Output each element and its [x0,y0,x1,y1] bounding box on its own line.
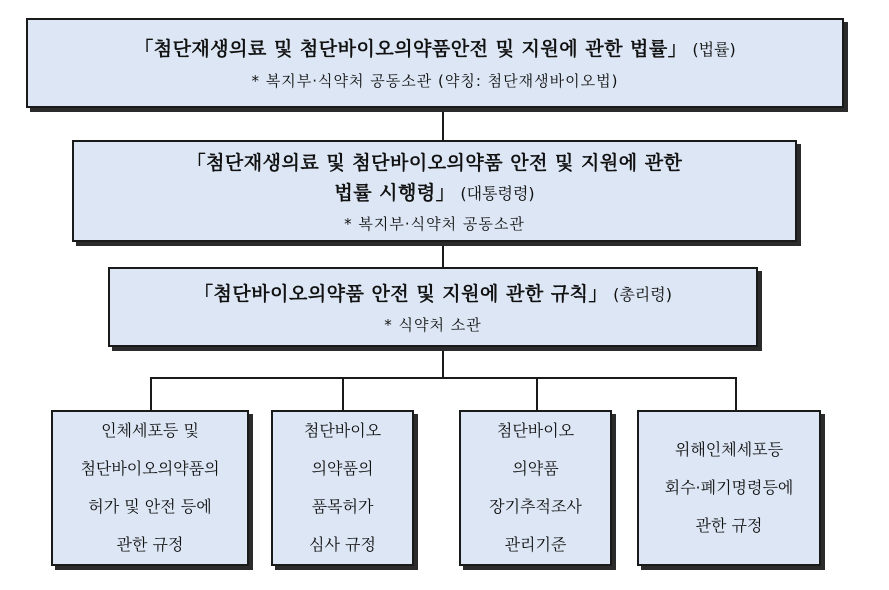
regulation-1-line-1: 인체세포등 및 [101,421,199,440]
rule-box [108,267,758,347]
decree-box [72,140,797,242]
regulation-2-line-4: 심사 규정 [309,535,376,554]
regulation-3-line-3: 장기추적조사 [489,497,582,516]
connector-leaf-3 [536,377,538,410]
regulation-4-line-1: 위해인체세포등 [674,440,784,459]
rule-note: * 식약처 소관 [384,316,482,334]
connector-decree-rule [442,242,444,267]
regulation-1-line-4: 관한 규정 [116,535,184,554]
regulation-1-line-2: 첨단바이오의약품의 [80,459,220,478]
law-note: * 복지부·식약처 공동소관 (약칭: 첨단재생바이오법) [251,72,619,90]
regulation-2-line-2: 의약품의 [311,459,374,478]
connector-bus [150,377,736,379]
decree-title-line1: 「첨단재생의료 및 첨단바이오의약품 안전 및 지원에 관한 [186,152,683,174]
law-title-row [28,34,842,65]
regulation-2-line-3: 품목허가 [311,497,374,516]
law-type: (법률) [692,40,736,59]
regulation-4-line-2: 회수·폐기명령등에 [664,478,794,497]
regulation-3-line-2: 의약품 [512,459,559,478]
regulation-box-3 [459,410,612,566]
decree-title-row2 [74,178,795,209]
regulation-box-1 [51,410,249,566]
connector-leaf-1 [150,377,152,410]
rule-title-row [110,279,756,310]
connector-leaf-2 [342,377,344,410]
regulation-2-line-1: 첨단바이오 [303,421,382,440]
rule-title: 「첨단바이오의약품 안전 및 지원에 관한 규칙」 [194,283,608,305]
regulation-box-2 [271,410,414,566]
decree-note: * 복지부·식약처 공동소관 [344,215,525,233]
law-box [26,18,844,108]
regulation-box-4 [637,410,821,566]
regulation-4-line-3: 관한 규정 [695,516,763,535]
decree-title-line2: 법률 시행령」 [334,182,456,204]
law-title: 「첨단재생의료 및 첨단바이오의약품안전 및 지원에 관한 법률」 [134,38,688,60]
regulation-1-line-3: 허가 및 안전 등에 [88,497,212,516]
connector-leaf-4 [735,377,737,410]
regulation-3-line-1: 첨단바이오 [496,421,575,440]
decree-type: (대통령령) [460,184,535,203]
rule-type: (총리령) [613,285,672,304]
connector-law-decree [442,108,444,140]
connector-rule-bus [442,347,444,378]
regulation-3-line-4: 관리기준 [504,535,567,554]
